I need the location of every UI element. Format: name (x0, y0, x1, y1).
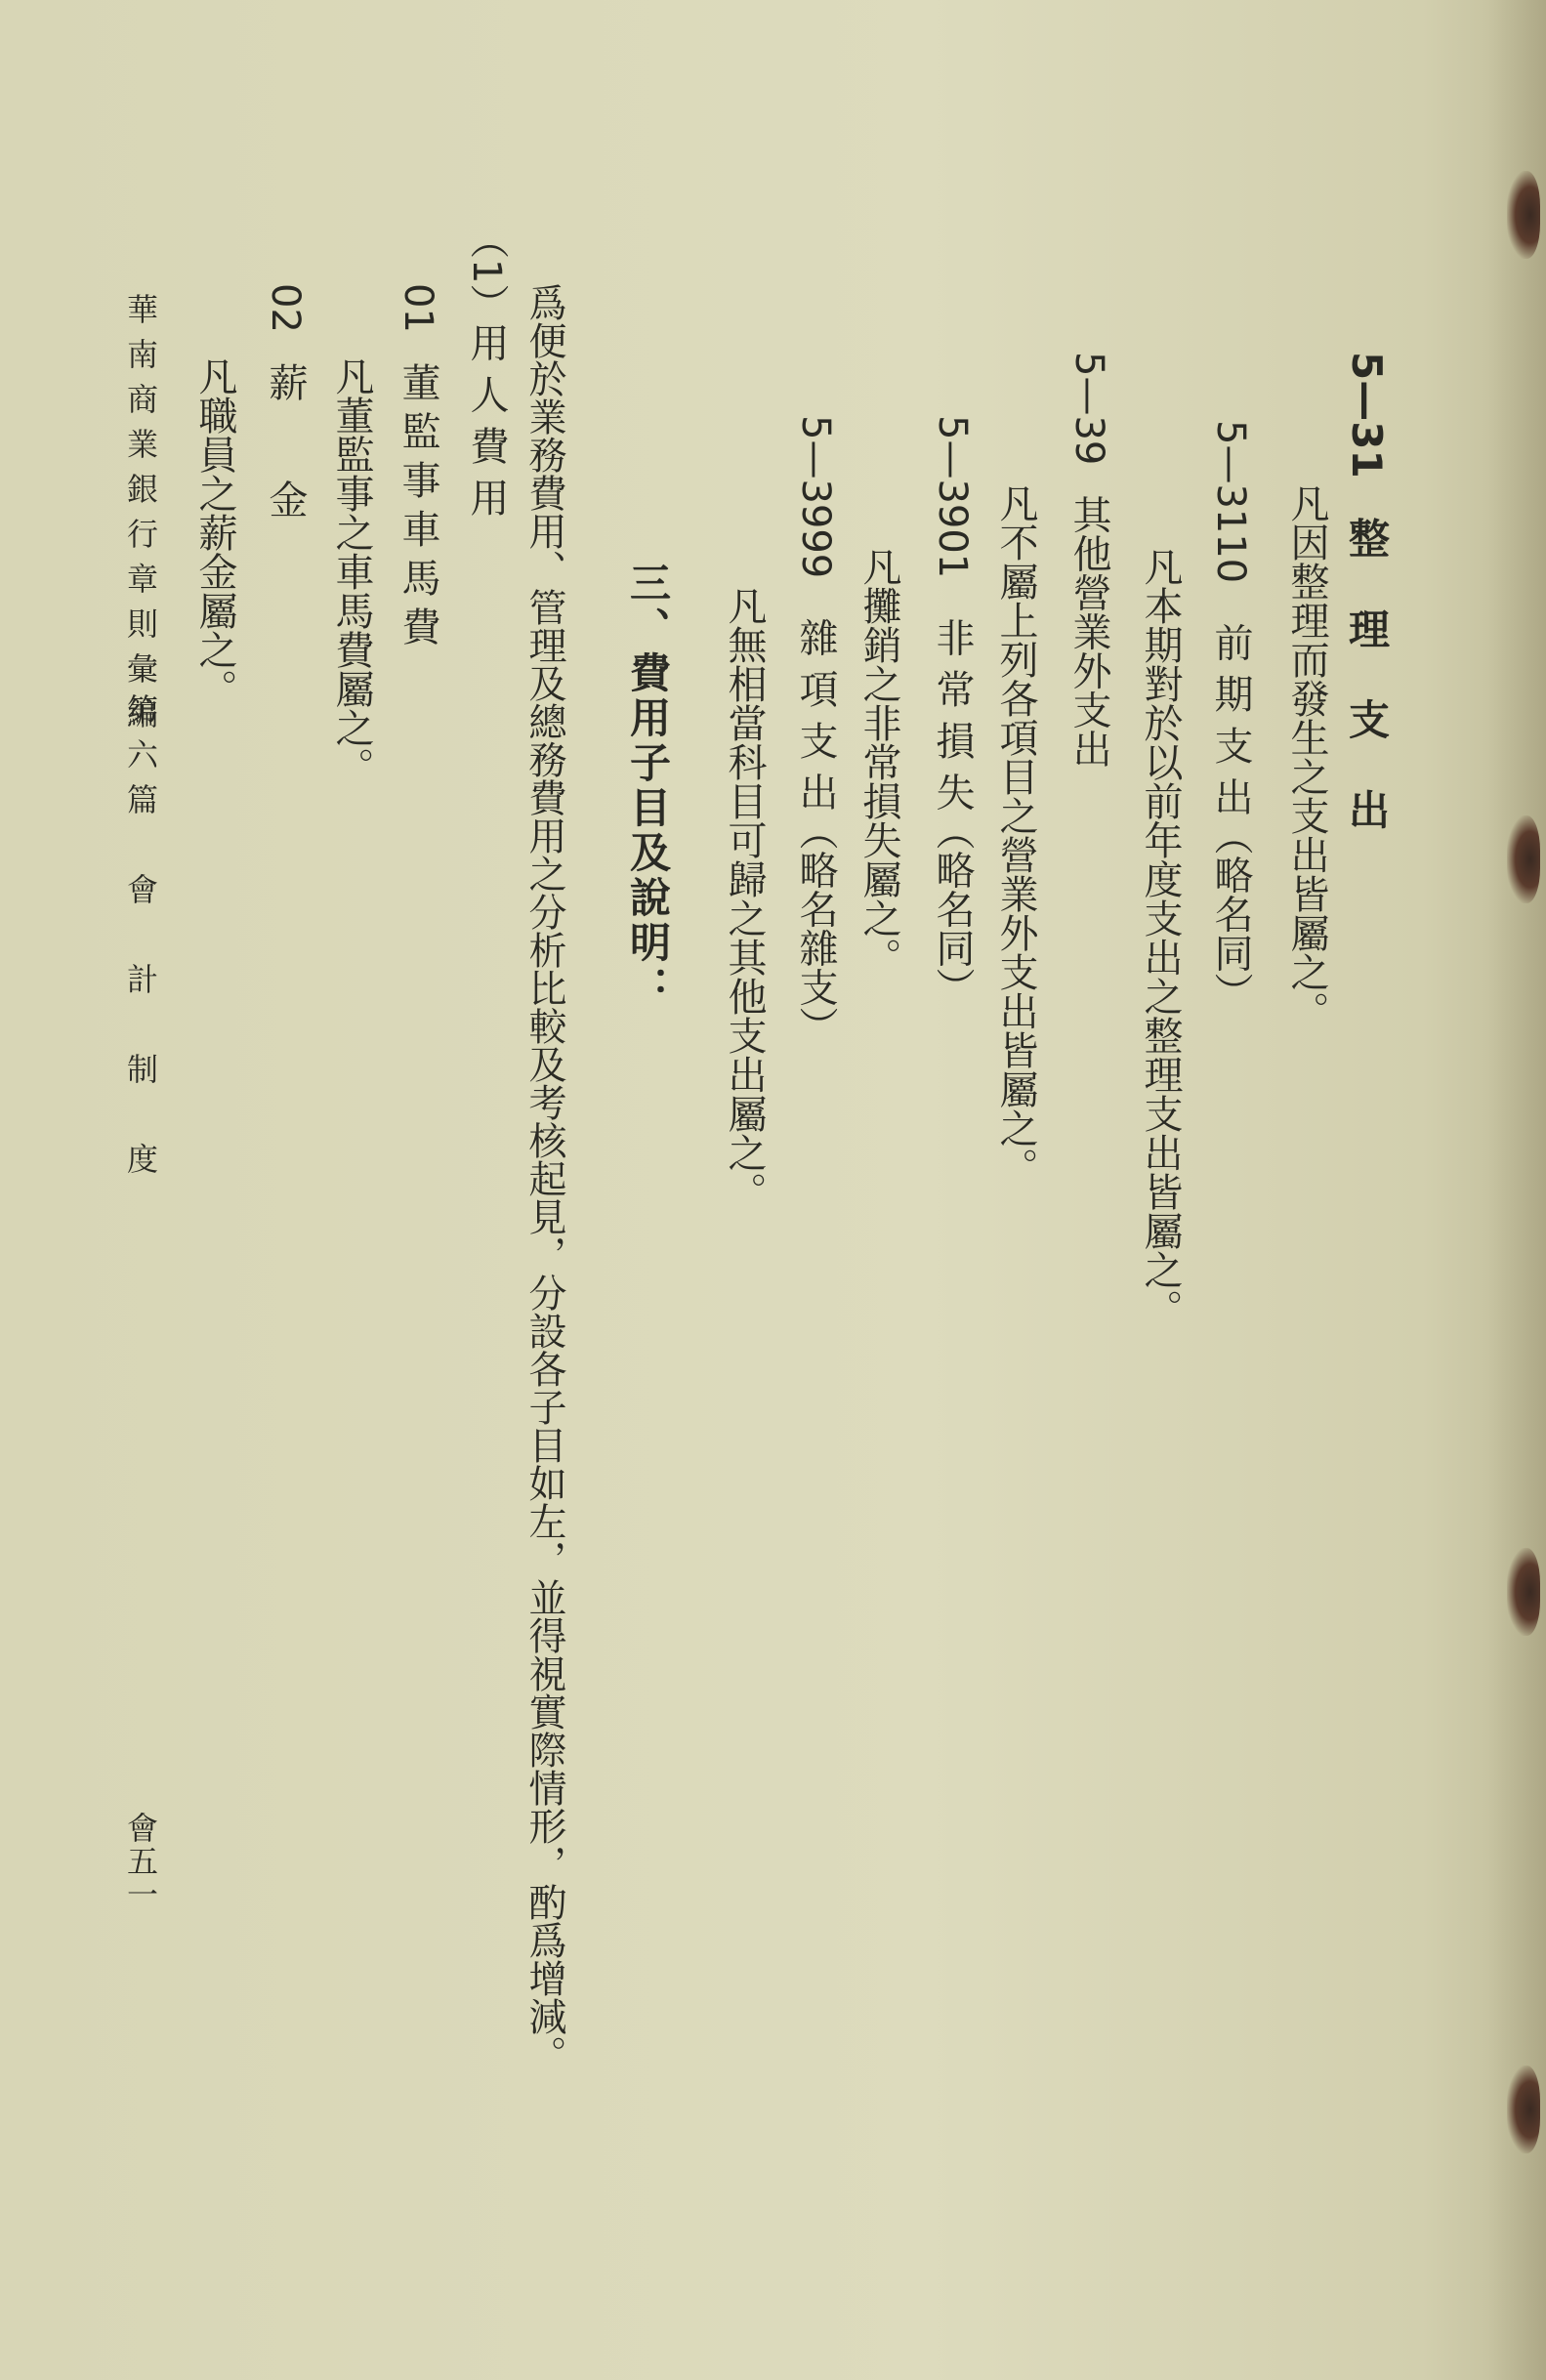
account-code: 5—3901 (930, 415, 975, 579)
chapter-title: 第六篇 會 計 制 度 (122, 693, 159, 1188)
binding-hole (1507, 171, 1540, 259)
binding-hole (1507, 2066, 1540, 2153)
account-heading-5-3999 (793, 415, 838, 1046)
account-code: 5—3999 (793, 415, 838, 579)
account-code: 5—39 (1066, 352, 1111, 466)
item-description: 凡職員之薪金屬之。 (192, 356, 237, 708)
account-description: 凡本期對於以前年度支出之整理支出皆屬之。 (1138, 547, 1183, 1328)
account-description: 凡無相當科目可歸之其他支出屬之。 (722, 586, 767, 1211)
item-code: 02 (263, 283, 308, 333)
account-description: 凡不屬上列各項目之營業外支出皆屬之。 (993, 483, 1038, 1187)
category-title: 用 人 費 用 (464, 322, 509, 517)
account-title: 其他營業外支出 (1066, 494, 1111, 769)
account-title: 整 理 支 出 (1343, 517, 1391, 848)
account-description: 凡攤銷之非常損失屬之。 (857, 547, 901, 977)
item-description: 凡董監事之車馬費屬之。 (329, 356, 374, 786)
page-number: 會五一 (122, 1812, 159, 1911)
account-title: 前 期 支 出（略名同） (1208, 622, 1253, 1012)
item-code: 01 (396, 283, 440, 333)
account-code: 5—31 (1343, 352, 1391, 479)
item-title: 董監事車馬費 (396, 361, 440, 655)
binding-hole (1507, 1548, 1540, 1636)
item-heading-01 (398, 283, 438, 655)
account-heading-5-31 (1343, 352, 1391, 848)
category-number: （1） (464, 220, 509, 323)
section-heading: 三、費用子目及說明： (624, 562, 672, 1011)
binding-edge (1487, 0, 1546, 2380)
account-title: 非 常 損 失（略名同） (930, 617, 975, 1007)
account-code: 5—3110 (1208, 420, 1253, 584)
account-heading-5-3901 (930, 415, 975, 1007)
category-heading-personnel (464, 220, 509, 517)
item-title: 薪 金 (263, 361, 308, 519)
account-heading-5-3110 (1208, 420, 1253, 1012)
item-heading-02 (263, 283, 308, 519)
binding-hole (1507, 815, 1540, 903)
account-heading-5-39 (1066, 352, 1111, 769)
section-paragraph: 爲便於業務費用、管理及總務費用之分析比較及考核起見，分設各子目如左，並得視實際情形，酌爲增減。 (522, 283, 566, 2073)
account-description: 凡因整理而發生之支出皆屬之。 (1284, 483, 1329, 1030)
book-title: 華南商業銀行章則彙編 (122, 293, 159, 742)
account-title: 雜 項 支 出（略名雜支） (793, 617, 838, 1046)
